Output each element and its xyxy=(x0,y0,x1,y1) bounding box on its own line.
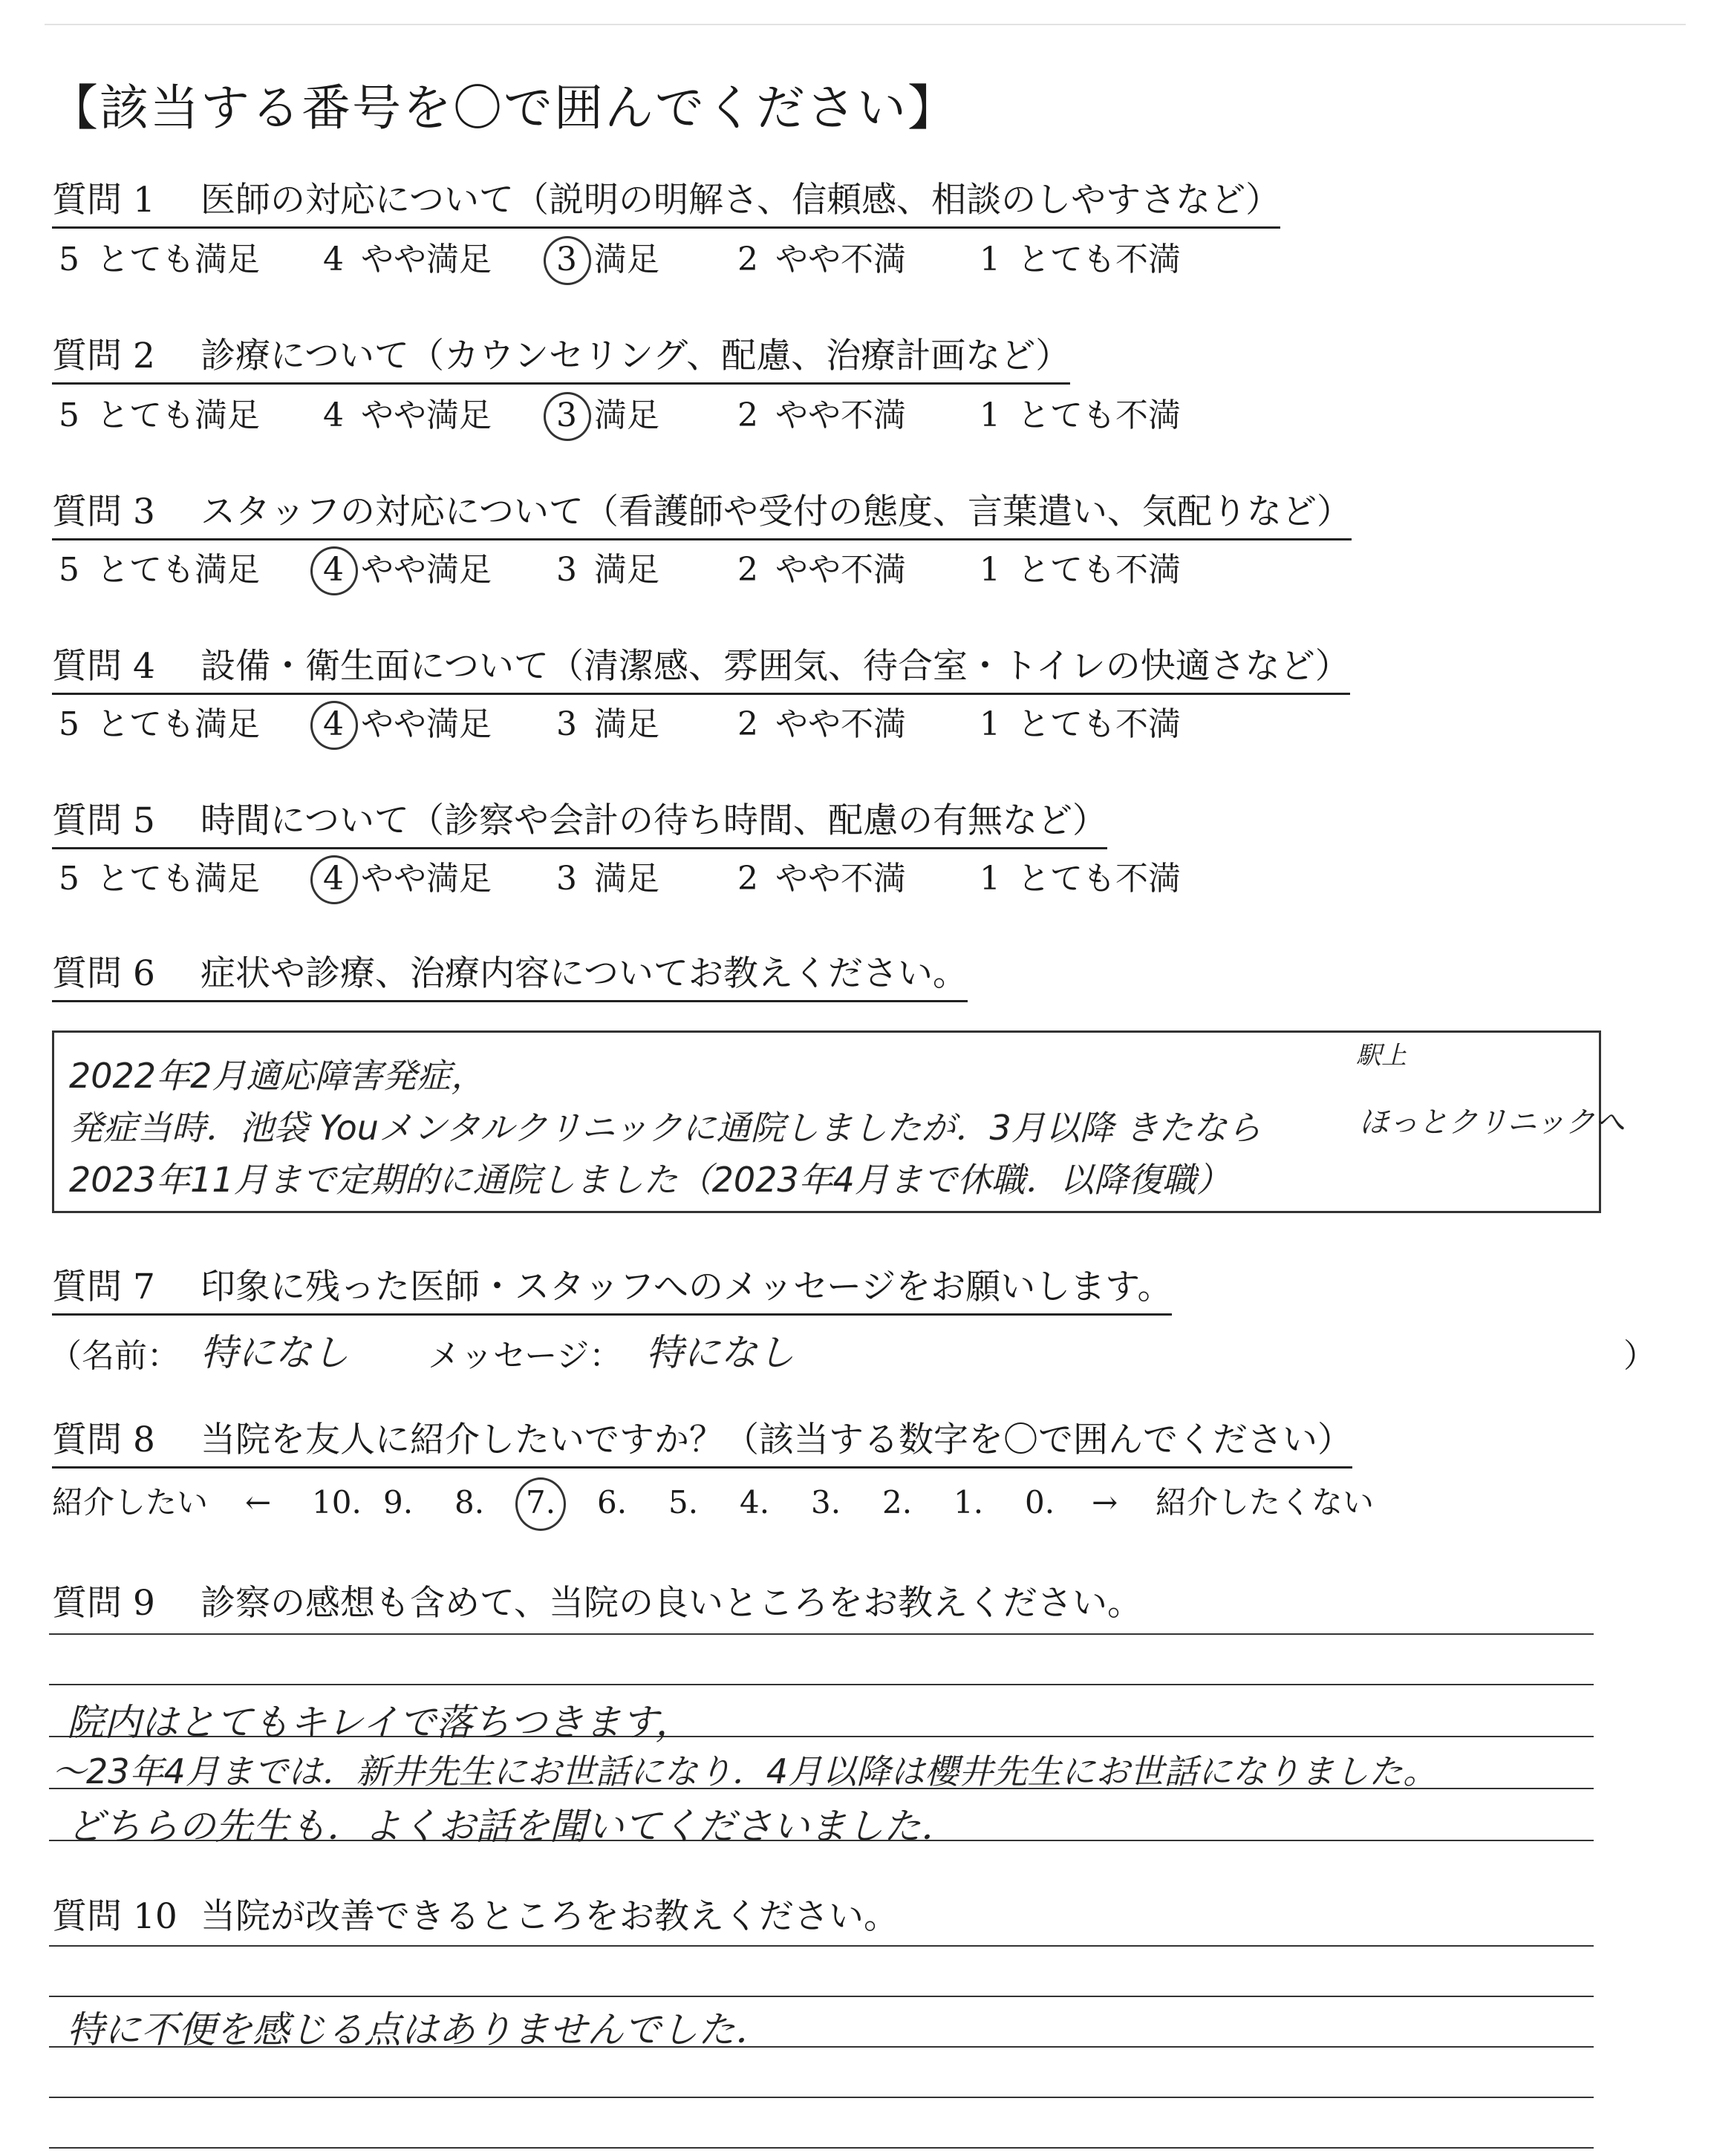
option-label: 満足 xyxy=(584,241,659,278)
option-label: 満足 xyxy=(584,860,659,898)
option-number: 5 xyxy=(59,241,79,278)
q6-answer-line-3: 2023年11月まで定期的に通院しました（2023年4月まで休職．以降復職） xyxy=(69,1160,1231,1200)
option-number: 3 xyxy=(556,705,577,743)
q4-option-4[interactable] xyxy=(316,702,492,747)
q10-rule-2 xyxy=(49,1996,1594,1997)
q4-option-2[interactable] xyxy=(731,702,906,747)
q5-option-2[interactable] xyxy=(731,857,906,901)
question-4-heading xyxy=(52,638,1350,695)
question-7-number: 質問 7 xyxy=(52,1267,155,1307)
option-label: とても不満 xyxy=(1007,705,1181,743)
q5-option-4[interactable] xyxy=(316,857,492,901)
q9-answer-line-2[interactable]: ～23年4月までは．新井先生にお世話になり．4月以降は櫻井先生にお世話になりました。 xyxy=(52,1751,1438,1791)
option-number: 3 xyxy=(556,551,577,589)
option-number: 5 xyxy=(59,396,79,434)
question-8-number: 質問 8 xyxy=(52,1420,155,1460)
option-number: 4 xyxy=(323,396,344,434)
question-7-text: 印象に残った医師・スタッフへのメッセージをお願いします。 xyxy=(201,1267,1173,1307)
question-6-heading xyxy=(52,946,968,1002)
question-6-text: 症状や診療、治療内容についてお教えください。 xyxy=(201,953,968,994)
option-number: 5 xyxy=(59,705,79,743)
question-3-text: スタッフの対応について（看護師や受付の態度、言葉遣い、気配りなど） xyxy=(201,491,1352,532)
option-label: やや満足 xyxy=(351,396,492,434)
q2-option-4[interactable] xyxy=(316,393,492,438)
q4-option-3[interactable] xyxy=(550,702,659,747)
q7-name-label: 名前： xyxy=(82,1337,180,1375)
option-number: 4 xyxy=(316,548,351,592)
question-10-text: 当院が改善できるところをお教えください。 xyxy=(201,1896,899,1937)
option-number: 1 xyxy=(980,396,1000,434)
q8-right-arrow: → xyxy=(1092,1484,1118,1520)
question-1-options xyxy=(52,238,1240,290)
q10-rule-5 xyxy=(49,2147,1594,2149)
question-10-number: 質問 10 xyxy=(52,1896,177,1937)
option-number: 5 xyxy=(59,860,79,898)
question-10-heading xyxy=(52,1889,899,1943)
q3-option-3[interactable] xyxy=(550,548,659,592)
question-4-number: 質問 4 xyxy=(52,646,155,687)
question-8-text: 当院を友人に紹介したいですか？（該当する数字を〇で囲んでください） xyxy=(201,1420,1352,1460)
question-5-options xyxy=(52,857,1240,909)
option-label: 満足 xyxy=(584,551,659,589)
q1-option-1[interactable] xyxy=(973,238,1181,282)
q1-option-2[interactable] xyxy=(731,238,906,282)
q2-option-5[interactable] xyxy=(52,393,260,438)
q9-answer-line-3[interactable]: どちらの先生も．よくお話を聞いてくださいました． xyxy=(67,1805,958,1848)
q3-option-5[interactable] xyxy=(52,548,260,592)
question-3-number: 質問 3 xyxy=(52,491,155,532)
question-5-text: 時間について（診察や会計の待ち時間、配慮の有無など） xyxy=(201,800,1108,841)
option-label: やや満足 xyxy=(351,705,492,743)
q8-scale-value-3[interactable]: 3. xyxy=(811,1484,841,1520)
option-number: 4 xyxy=(316,857,351,901)
option-label: とても満足 xyxy=(86,860,260,898)
option-label: 満足 xyxy=(584,396,659,434)
question-4-text: 設備・衛生面について（清潔感、雰囲気、待合室・トイレの快適さなど） xyxy=(201,646,1350,687)
option-number: 2 xyxy=(737,860,758,898)
option-label: やや満足 xyxy=(351,551,492,589)
option-number: 2 xyxy=(737,241,758,278)
question-7-heading xyxy=(52,1259,1172,1316)
q2-option-3[interactable] xyxy=(550,393,659,438)
q1-option-5[interactable] xyxy=(52,238,260,282)
option-label: とても不満 xyxy=(1007,860,1181,898)
question-9-text: 診察の感想も含めて、当院の良いところをお教えください。 xyxy=(201,1583,1143,1624)
q7-message-value[interactable]: 特になし xyxy=(646,1331,795,1374)
option-label: とても満足 xyxy=(86,551,260,589)
q8-scale-value-5[interactable]: 5. xyxy=(668,1484,699,1520)
q2-option-2[interactable] xyxy=(731,393,906,438)
option-number: 5 xyxy=(59,551,79,589)
q7-close-paren: ） xyxy=(1623,1337,1656,1375)
q8-right-label: 紹介したくない xyxy=(1156,1484,1375,1520)
q5-option-5[interactable] xyxy=(52,857,260,901)
q1-option-4[interactable] xyxy=(316,238,492,282)
q4-option-5[interactable] xyxy=(52,702,260,747)
question-5-number: 質問 5 xyxy=(52,800,155,841)
q4-option-1[interactable] xyxy=(973,702,1181,747)
option-label: やや不満 xyxy=(765,241,906,278)
q7-message-label: メッセージ： xyxy=(428,1337,622,1375)
option-number: 1 xyxy=(980,551,1000,589)
page-title: 【該当する番号を〇で囲んでください】 xyxy=(49,79,958,137)
question-1-text: 医師の対応について（説明の明解さ、信頼感、相談のしやすさなど） xyxy=(201,180,1281,220)
option-number: 2 xyxy=(737,551,758,589)
q3-option-2[interactable] xyxy=(731,548,906,592)
question-5-heading xyxy=(52,793,1107,849)
top-rule xyxy=(45,24,1686,25)
q8-scale-value-9[interactable]: 9. xyxy=(383,1484,414,1520)
option-label: やや不満 xyxy=(765,551,906,589)
question-9-heading xyxy=(52,1575,1142,1630)
q5-option-1[interactable] xyxy=(973,857,1181,901)
question-9-number: 質問 9 xyxy=(52,1583,155,1624)
question-6-number: 質問 6 xyxy=(52,953,155,994)
option-label: とても不満 xyxy=(1007,551,1181,589)
option-label: やや満足 xyxy=(351,241,492,278)
question-2-heading xyxy=(52,328,1070,385)
question-1-number: 質問 1 xyxy=(52,180,155,220)
q3-option-1[interactable] xyxy=(973,548,1181,592)
option-number: 2 xyxy=(737,396,758,434)
option-number: 4 xyxy=(323,241,344,278)
option-number: 2 xyxy=(737,705,758,743)
q10-rule-4 xyxy=(49,2097,1594,2098)
option-number: 3 xyxy=(550,238,584,282)
q9-rule-2 xyxy=(49,1684,1594,1685)
q10-answer-line-1[interactable]: 特に不便を感じる点はありませんでした． xyxy=(67,2008,772,2051)
q6-insert-note: 駅上 xyxy=(1356,1041,1407,1071)
option-number: 3 xyxy=(550,393,584,438)
q8-left-label: 紹介したい xyxy=(52,1484,209,1520)
q8-scale-value-2[interactable]: 2. xyxy=(882,1484,913,1520)
option-label: 満足 xyxy=(584,705,659,743)
question-2-text: 診療について（カウンセリング、配慮、治療計画など） xyxy=(201,336,1071,376)
q8-scale-value-10[interactable]: 10. xyxy=(312,1484,362,1520)
q6-answer-line-1: 2022年2月適応障害発症， xyxy=(69,1056,486,1096)
question-3-options xyxy=(52,548,1240,600)
q8-scale-value-0[interactable]: 0. xyxy=(1025,1484,1055,1520)
q6-answer-line-2: 発症当時．池袋 Youメンタルクリニックに通院しましたが．3月以降 きたなら xyxy=(69,1108,1262,1148)
option-label: やや不満 xyxy=(765,860,906,898)
q8-scale-value-1[interactable]: 1. xyxy=(954,1484,984,1520)
q9-answer-line-1[interactable]: 院内はとてもキレイで落ちつきます， xyxy=(67,1701,693,1744)
q5-option-3[interactable] xyxy=(550,857,659,901)
option-number: 1 xyxy=(980,860,1000,898)
option-label: とても不満 xyxy=(1007,241,1181,278)
q3-option-4[interactable] xyxy=(316,548,492,592)
q6-margin-note: ほっとクリニックへ xyxy=(1359,1105,1625,1140)
q8-scale-value-4[interactable]: 4. xyxy=(740,1484,770,1520)
question-2-options xyxy=(52,393,1240,445)
q2-option-1[interactable] xyxy=(973,393,1181,438)
option-label: とても満足 xyxy=(86,705,260,743)
question-4-options xyxy=(52,702,1240,754)
option-label: やや不満 xyxy=(765,705,906,743)
q10-rule-1 xyxy=(49,1945,1594,1947)
q7-open-paren: （ xyxy=(49,1337,82,1375)
question-3-heading xyxy=(52,484,1352,540)
option-number: 1 xyxy=(980,241,1000,278)
option-label: やや不満 xyxy=(765,396,906,434)
question-1-heading xyxy=(52,172,1280,229)
option-number: 1 xyxy=(980,705,1000,743)
q7-name-value[interactable]: 特になし xyxy=(201,1331,349,1374)
q8-scale-value-7[interactable]: 7. xyxy=(526,1480,555,1525)
q8-recommend-scale xyxy=(52,1480,1404,1532)
q1-option-3[interactable] xyxy=(550,238,659,282)
q8-scale-value-6[interactable]: 6. xyxy=(597,1484,628,1520)
option-label: とても満足 xyxy=(86,396,260,434)
q9-rule-1 xyxy=(49,1633,1594,1635)
q8-left-arrow: ← xyxy=(245,1484,272,1520)
option-number: 4 xyxy=(316,702,351,747)
option-label: とても不満 xyxy=(1007,396,1181,434)
option-number: 3 xyxy=(556,860,577,898)
option-label: やや満足 xyxy=(351,860,492,898)
question-2-number: 質問 2 xyxy=(52,336,155,376)
option-label: とても満足 xyxy=(86,241,260,278)
q8-scale-value-8[interactable]: 8. xyxy=(454,1484,485,1520)
question-8-heading xyxy=(52,1412,1352,1469)
